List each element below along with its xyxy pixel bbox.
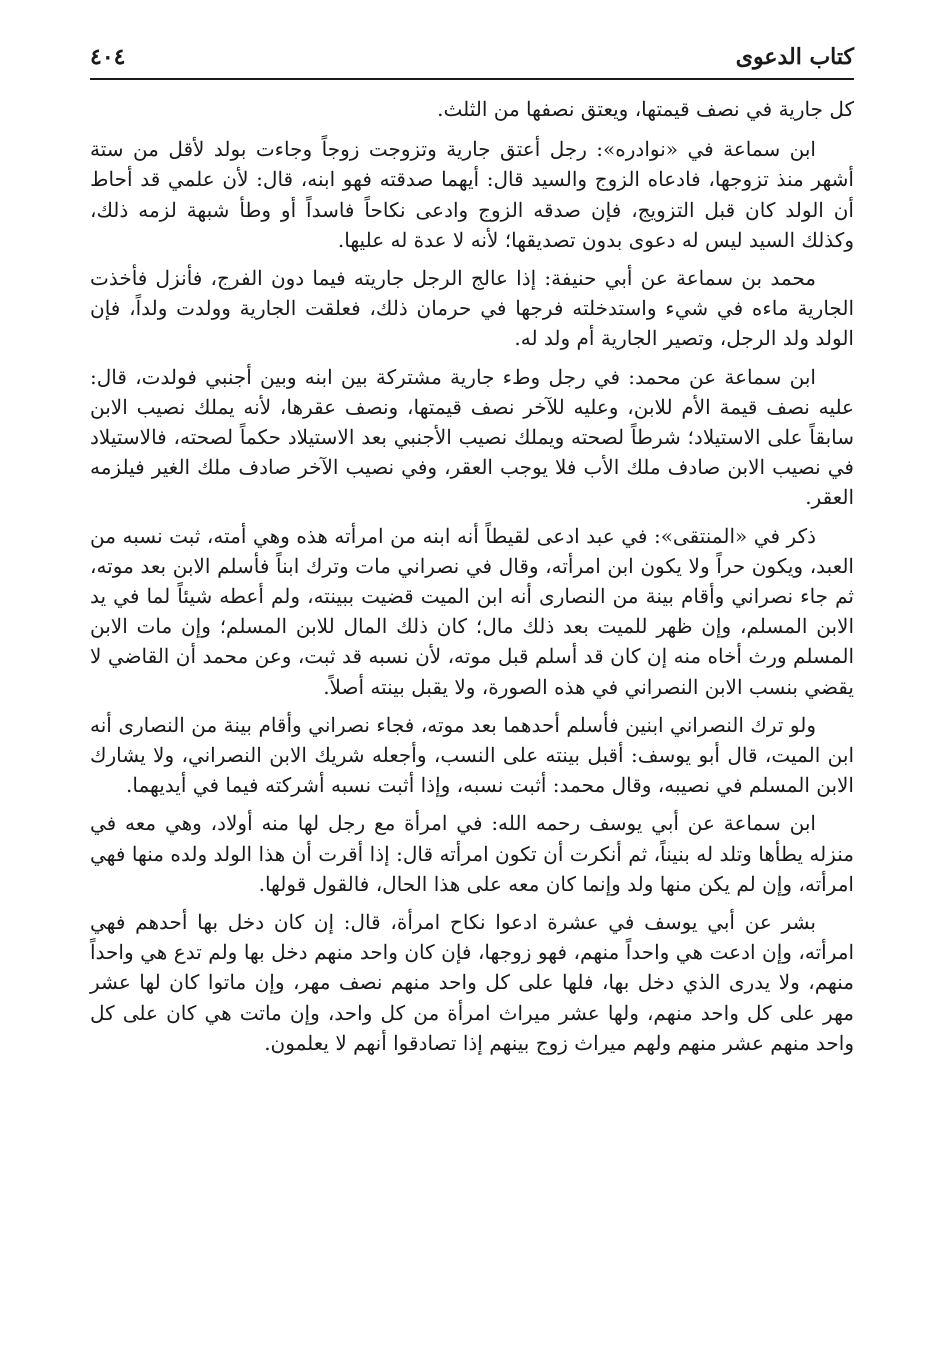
paragraph-4: ابن سماعة عن محمد: في رجل وطء جارية مشتركة بين ابنه وبين أجنبي فولدت، قال: عليه نصف قيمة الأم للابن، وعليه للآخر نصف قيمتها، ونصف عقرها، لأنه يملك نصيب الابن سابقاً على الاستيلاد؛ شرطاً لصحته ويملك نصيب الأجنبي بعد الاستيلاد حكماً لصحته، فالاستيلاد في نصيب الابن صادف ملك الأب فلا يوجب العقر، وفي نصيب الآخر صادف ملك الغير فيلزمه العقر. (90, 364, 854, 510)
page-body (90, 94, 854, 1058)
document-page (90, 38, 854, 1348)
paragraph-5: ذكر في «المنتقى»: في عبد ادعى لقيطاً أنه ابنه من امرأته هذه وهي أمته، ثبت نسبه من العبد، ويكون حراً ولا يكون ابن امرأته، وقال في نصراني مات وترك ابناً فأسلم الابن بعد موته، ثم جاء نصراني وأقام بينة من النصارى أنه ابن الميت قضيت ببينته، ولم أعطه شيئاً لما في يد الابن المسلم، وإن ظهر للميت بعد ذلك مال؛ كان ذلك المال للابن المسلم؛ وإن مات الابن المسلم ورث أخاه منه إن كان قد أسلم قبل موته، لأن نسبه قد ثبت، وعن محمد أن القاضي لا يقضي بنسب الابن النصراني في هذه الصورة، ولا يقبل بينته أصلاً. (90, 523, 854, 699)
paragraph-3: محمد بن سماعة عن أبي حنيفة: إذا عالج الرجل جاريته فيما دون الفرج، فأنزل فأخذت الجارية ماءه في شيء واستدخلته فرجها في حرمان ذلك، فعلقت الجارية وولدت ولداً، فإن الولد ولد الرجل، وتصير الجارية أم ولد له. (90, 266, 854, 351)
paragraph-1: كل جارية في نصف قيمتها، ويعتق نصفها من الثلث. (437, 97, 854, 121)
paragraph-2: ابن سماعة في «نوادره»: رجل أعتق جارية وتزوجت زوجاً وجاءت بولد لأقل من ستة أشهر منذ تزوجها، فادعاه الزوج والسيد قال: أيهما صدقته فهو ابنه، قال: لأن علمي قد أحاط أن الولد كان قبل التزويج، فإن صدقه الزوج وادعى نكاحاً فاسداً أو وطأ شبهة لزمه ذلك، وكذلك السيد ليس له دعوى بدون تصديقها؛ لأنه لا عدة له عليها. (90, 137, 854, 252)
paragraph-7: ابن سماعة عن أبي يوسف رحمه الله: في امرأة مع رجل لها منه أولاد، وهي معه في منزله يطأها وتلد له بنيناً، ثم أنكرت أن تكون امرأته قال: إذا أقرت أن هذا الولد ولده منها فهي امرأته، وإن لم يكن منها ولد وإنما كان معه على هذا الحال، فالقول قولها. (90, 811, 854, 896)
paragraph-8: بشر عن أبي يوسف في عشرة ادعوا نكاح امرأة، قال: إن كان دخل بها أحدهم فهي امرأته، وإن ادعت هي واحداً منهم، فهو زوجها، فإن كان واحد منهم دخل بها ولم تدع هي واحداً منهم، ولا يدرى الذي دخل بها، فلها على كل واحد منهم نصف مهر، وإن ماتوا كان لها عشر مهر على كل واحد منهم، ولها عشر ميراث امرأة من كل واحد، وإن ماتت هي كان على كل واحد منهم عشر منهم ولهم ميراث زوج بينهم إذا تصادقوا أنهم لا يعلمون. (90, 910, 854, 1055)
page-number: ٤٠٤ (90, 44, 126, 70)
book-title: كتاب الدعوى (735, 44, 854, 70)
page-header (90, 38, 854, 80)
paragraph-6: ولو ترك النصراني ابنين فأسلم أحدهما بعد موته، فجاء نصراني وأقام بينة من النصارى أنه ابن الميت، قال أبو يوسف: أقبل بينته على النسب، وأجعله شريك الابن النصراني، ولا يشارك الابن المسلم في نصيبه، وقال محمد: أثبت نسبه، وإذا أثبت نسبه أشركته فيما في أيديهما. (90, 712, 854, 798)
